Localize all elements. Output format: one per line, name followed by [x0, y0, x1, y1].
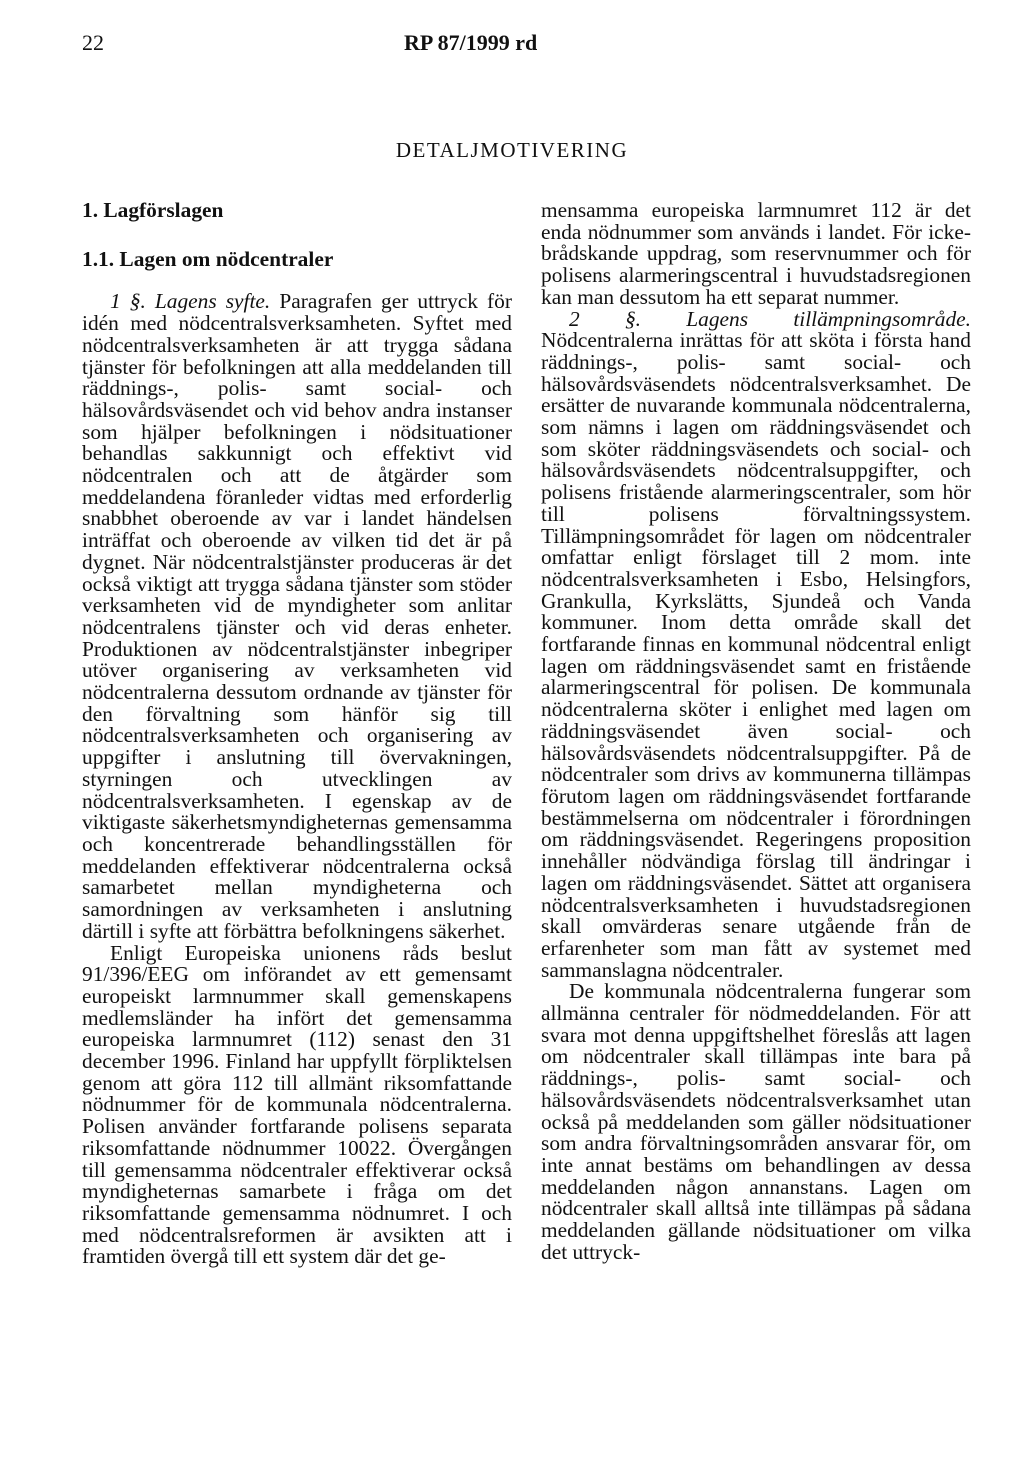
- paragraph-2-section: [541, 306, 971, 982]
- paragraph-1-label: 1 §. Lagens syfte.: [110, 289, 271, 314]
- heading-lagforslagen: 1. Lagförslagen: [82, 198, 224, 222]
- paragraph-2-label: 2 §. Lagens tillämpningsområde.: [569, 306, 971, 331]
- paragraph-continuation: mensamma europeiska larmnumret 112 är det enda nödnummer som används i landet. För icke-brådskande uppdrag, som reservnummer och för polisens alarmeringscentral i huvudstadsregionen kan man dessutom ha ett separat nummer.: [541, 198, 971, 309]
- section-title: DETALJMOTIVERING: [395, 138, 629, 162]
- document-reference: RP 87/1999 rd: [404, 30, 538, 55]
- right-column: [541, 200, 971, 1263]
- paragraph-kommunala-nodcentraler: De kommunala nödcentralerna fungerar som allmänna centraler för nödmeddelanden. För att svara mot denna uppgiftshelhet föreslås att lagen om nödcentraler skall tillämpas inte bara på räddnings-, polis- samt social- och hälsovårdsväsendets nödcentralsverksamhet utan också på meddelanden som gäller nödsituationer som andra förvaltningsområden ansvarar för, om inte annat bestäms om behandlingen av dessa meddelanden någon annanstans. Lagen om nödcentraler skall alltså inte tillämpas på sådana meddelanden gällande nödsituationer om vilka det uttryck-: [541, 979, 971, 1264]
- paragraph-1-text: Paragrafen ger uttryck för idén med nödcentralsverksamheten. Syftet med nödcentralsverksamheten är att trygga sådana tjänster för befolkningen att alla meddelanden till räddnings-, polis- samt social- och hälsovårdsväsendet och vid behov andra instanser som hjälper befolkningen i nödsituationer behandlas sakkunnigt och effektivt vid nödcentralen och att de åtgärder som meddelandena föranleder vidtas med erforderlig snabbhet oberoende av var i landet händelsen inträffat och oberoende av vilken tid det är på dygnet. När nödcentralstjänster produceras är det också viktigt att trygga sådana tjänster som stöder verksamheten vid de myndigheter som anlitar nödcentralens tjänster och vid deras enheter. Produktionen av nödcentralstjänster inbegriper utöver organisering av verksamheten vid nödcentralerna dessutom ordnande av tjänster för den förvaltning som hänför sig till nödcentralsverksamheten och organisering av uppgifter i anslutning till övervakningen, styrningen och utvecklingen av nödcentralsverksamheten. I egenskap av de viktigaste säkerhetsmyndigheternas gemensamma och koncentrerade behandlingsställen för meddelanden effektiverar nödcentralerna också samarbetet mellan myndigheterna och samordningen av verksamheten i anslutning därtill i syfte att förbättra befolkningens säkerhet.: [82, 289, 512, 943]
- heading-lagen-om-nodcentraler: 1.1. Lagen om nödcentraler: [82, 246, 334, 271]
- page-number: 22: [82, 30, 104, 55]
- paragraph-2-text: Nödcentralerna inrättas för att sköta i första hand räddnings-, polis- samt social- och hälsovårdsväsendets nödcentralsverksamhet. De ersätter de nuvarande kommunala nödcentralerna, som nämns i lagen om räddningsväsendet och som sköter räddningsväsendets och social- och hälsovårdsväsendets nödcentralsuppgifter, och polisens fristående alarmeringscentraler, som hör till polisens förvaltningssystem. Tillämpningsområdet för lagen om nödcentraler omfattar enligt förslaget till 2 mom. inte nödcentralsverksamheten i Esbo, Helsingfors, Grankulla, Kyrkslätts, Sjundeå och Vanda kommuner. Inom detta område skall det fortfarande finnas en kommunal nödcentral enligt lagen om räddningsväsendet samt en fristående alarmeringscentral för polisen. De kommunala nödcentralerna sköter i enlighet med lagen om räddningsväsendet även social- och hälsovårdsväsendets nödcentralsuppgifter. På de nödcentraler som drivs av kommunerna tillämpas förutom lagen om räddningsväsendet fortfarande bestämmelserna om nödcentraler i förordningen om räddningsväsendet. Regeringens proposition innehåller nödvändiga förslag till ändringar i lagen om räddningsväsendet. Sättet att organisera nödcentralsverksamheten i huvudstadsregionen skall omvärderas senare utgående från de erfarenheter som man fått av systemet med sammanslagna nödcentraler.: [541, 328, 971, 982]
- paragraph-1-section: [82, 291, 512, 942]
- paragraph-eu-larmnummer: Enligt Europeiska unionens råds beslut 91/396/EEG om införandet av ett gemensamt europeiskt larmnummer skall gemenskapens medlemsländer ha infört det gemensamma europeiska larmnumret (112) senast den 31 december 1996. Finland har uppfyllt förpliktelsen genom att göra 112 till allmänt riksomfattande nödnummer för de kommunala nödcentralerna. Polisen använder fortfarande polisens separata riksomfattande nödnummer 10022. Övergången till gemensamma nödcentraler effektiverar också myndigheternas samarbete i fråga om det riksomfattande gemensamma nödnumret. I och med nödcentralsreformen är avsikten att i framtiden övergå till ett system där det ge-: [82, 940, 512, 1269]
- page-header: [0, 30, 1024, 60]
- left-column: [82, 200, 512, 1268]
